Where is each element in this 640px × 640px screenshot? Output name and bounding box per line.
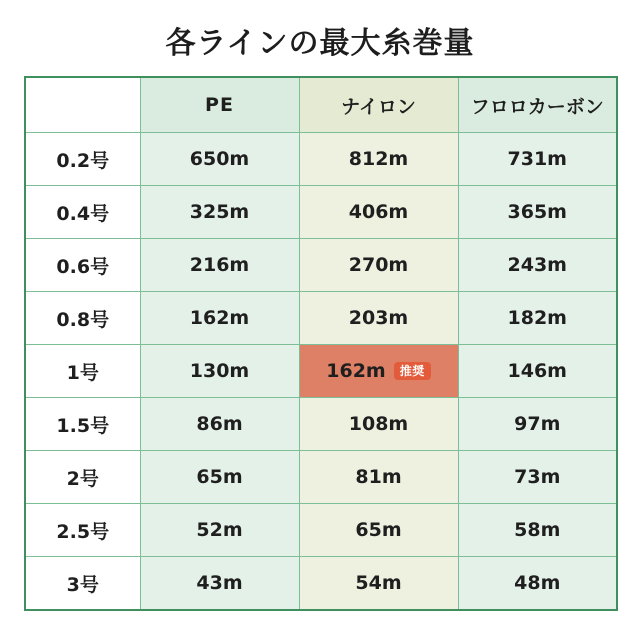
row-label: 1号 — [25, 345, 140, 398]
cell-fluoro: 731m — [458, 133, 617, 186]
table-container — [0, 76, 640, 611]
cell-value: 162m — [326, 360, 386, 382]
row-label: 1.5号 — [25, 398, 140, 451]
highlight-cell-inner — [300, 345, 458, 397]
header-cell-nylon: ナイロン — [299, 77, 458, 133]
page-title: 各ラインの最大糸巻量 — [165, 26, 475, 61]
recommended-badge: 推奨 — [394, 362, 431, 380]
row-label: 3号 — [25, 557, 140, 611]
cell-nylon: 406m — [299, 186, 458, 239]
cell-nylon: 81m — [299, 451, 458, 504]
table-row — [25, 504, 617, 557]
line-capacity-table — [24, 76, 618, 611]
cell-pe: 325m — [140, 186, 299, 239]
table-row — [25, 133, 617, 186]
row-label: 0.2号 — [25, 133, 140, 186]
cell-fluoro: 58m — [458, 504, 617, 557]
table-row — [25, 451, 617, 504]
cell-pe: 130m — [140, 345, 299, 398]
header-cell-blank — [25, 77, 140, 133]
cell-pe: 86m — [140, 398, 299, 451]
header-cell-pe: PE — [140, 77, 299, 133]
table-row — [25, 292, 617, 345]
table-row — [25, 186, 617, 239]
cell-fluoro: 73m — [458, 451, 617, 504]
cell-nylon: 54m — [299, 557, 458, 611]
cell-fluoro: 48m — [458, 557, 617, 611]
cell-fluoro: 243m — [458, 239, 617, 292]
cell-fluoro: 146m — [458, 345, 617, 398]
table-row — [25, 398, 617, 451]
table-header-row — [25, 77, 617, 133]
cell-pe: 52m — [140, 504, 299, 557]
cell-pe: 162m — [140, 292, 299, 345]
table-row-recommended — [25, 345, 617, 398]
cell-nylon: 812m — [299, 133, 458, 186]
row-label: 2号 — [25, 451, 140, 504]
cell-pe: 43m — [140, 557, 299, 611]
row-label: 0.4号 — [25, 186, 140, 239]
cell-nylon: 203m — [299, 292, 458, 345]
cell-pe: 216m — [140, 239, 299, 292]
cell-pe: 650m — [140, 133, 299, 186]
cell-fluoro: 365m — [458, 186, 617, 239]
row-label: 2.5号 — [25, 504, 140, 557]
cell-nylon: 65m — [299, 504, 458, 557]
cell-nylon-highlighted — [299, 345, 458, 398]
cell-pe: 65m — [140, 451, 299, 504]
cell-fluoro: 182m — [458, 292, 617, 345]
table-row — [25, 239, 617, 292]
header-cell-fluoro: フロロカーボン — [458, 77, 617, 133]
cell-nylon: 108m — [299, 398, 458, 451]
cell-fluoro: 97m — [458, 398, 617, 451]
row-label: 0.6号 — [25, 239, 140, 292]
cell-nylon: 270m — [299, 239, 458, 292]
table-row — [25, 557, 617, 611]
row-label: 0.8号 — [25, 292, 140, 345]
